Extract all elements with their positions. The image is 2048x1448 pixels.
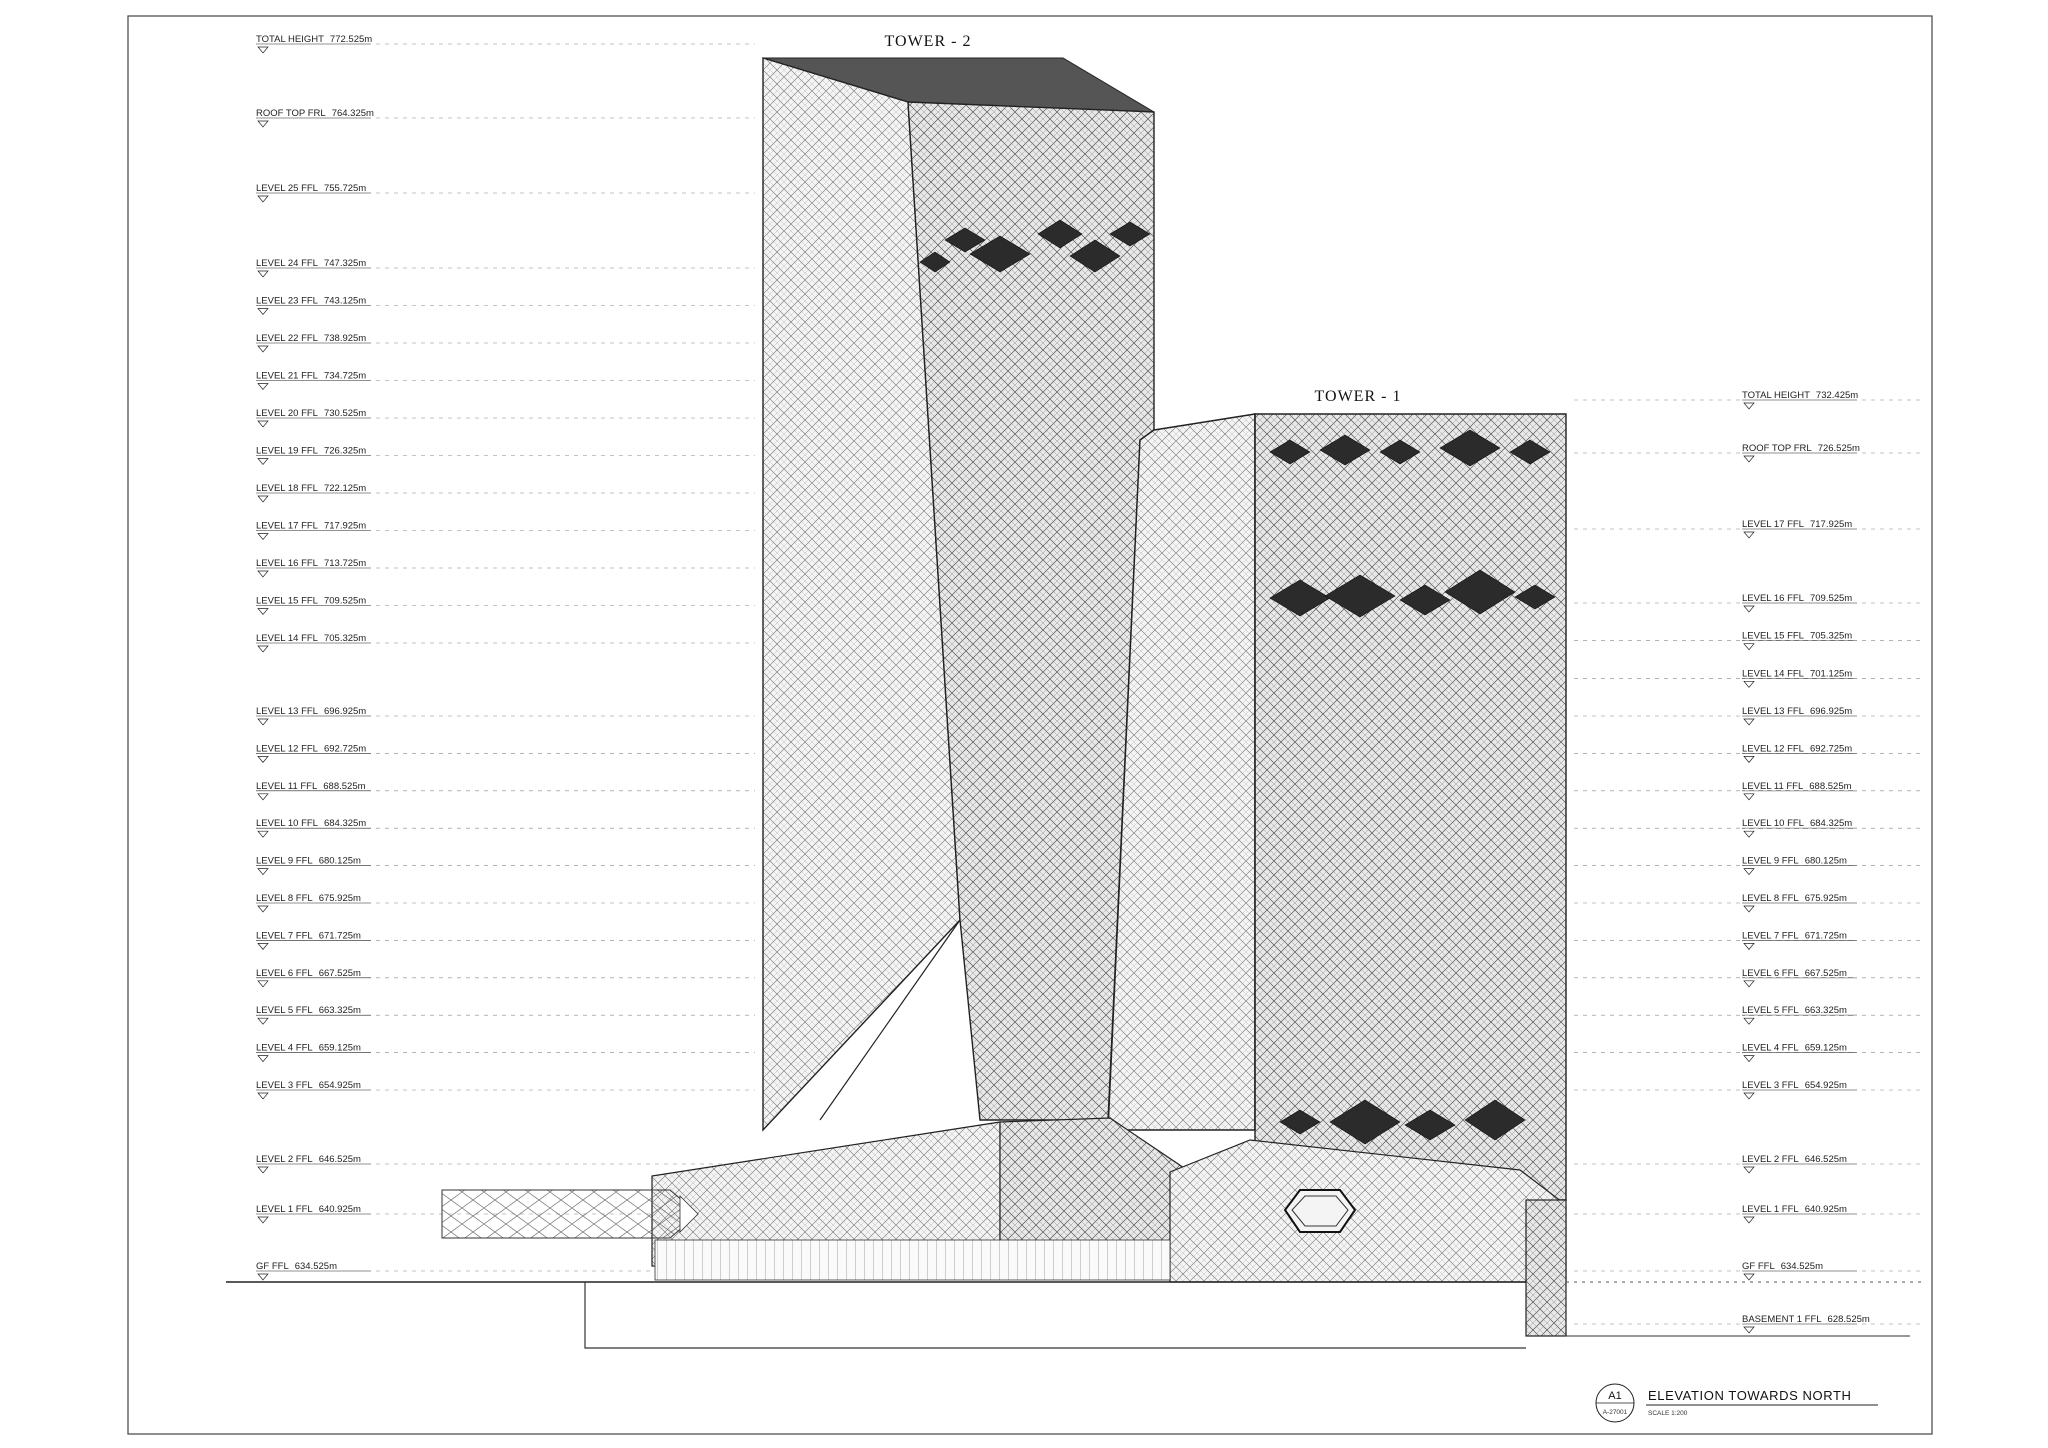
- level-datum-icon: [1744, 644, 1754, 650]
- level-datum-icon: [1744, 719, 1754, 725]
- level-name: LEVEL 11 FFL: [256, 780, 318, 792]
- level-elevation: 675.925m: [1804, 893, 1847, 904]
- right-level-label: [1742, 781, 1852, 792]
- left-level-marker: [256, 483, 755, 502]
- left-level-marker: [256, 818, 755, 837]
- level-elevation: 705.325m: [1809, 630, 1853, 642]
- level-name: LEVEL 3 FFL: [1742, 1080, 1799, 1091]
- left-level-marker: [256, 296, 755, 315]
- level-name: LEVEL 12 FFL: [256, 743, 318, 755]
- left-level-label: [256, 1204, 361, 1215]
- left-level-marker: [256, 1154, 755, 1173]
- level-elevation: 634.525m: [1780, 1261, 1823, 1272]
- level-name: LEVEL 15 FFL: [1742, 630, 1804, 642]
- right-level-marker: [1574, 743, 1922, 762]
- left-level-label: [256, 1005, 361, 1016]
- level-datum-icon: [258, 196, 268, 202]
- level-datum-icon: [1744, 1274, 1754, 1280]
- level-name: LEVEL 25 FFL: [256, 183, 318, 194]
- left-level-marker: [256, 521, 755, 540]
- left-level-label: [256, 893, 361, 904]
- tower-1-elevation: [1108, 414, 1566, 1200]
- level-elevation: 705.325m: [323, 633, 367, 644]
- level-datum-icon: [258, 609, 268, 615]
- level-name: LEVEL 20 FFL: [256, 408, 318, 419]
- left-level-label: [256, 108, 374, 119]
- level-datum-icon: [258, 1056, 268, 1062]
- level-datum-icon: [258, 981, 268, 987]
- right-level-marker: [1574, 1080, 1922, 1099]
- level-datum-icon: [258, 1093, 268, 1099]
- left-level-label: [256, 521, 366, 532]
- right-level-marker: [1574, 968, 1922, 987]
- level-elevation: 671.725m: [318, 930, 361, 942]
- level-elevation: 709.525m: [323, 595, 367, 607]
- level-elevation: 680.125m: [1804, 855, 1847, 867]
- level-datum-icon: [1744, 681, 1754, 687]
- level-name: LEVEL 6 FFL: [256, 967, 313, 979]
- right-level-label: [1742, 968, 1847, 979]
- level-elevation: 732.425m: [1815, 390, 1859, 401]
- right-level-marker: [1574, 443, 1922, 462]
- level-datum-icon: [258, 831, 268, 837]
- level-name: LEVEL 17 FFL: [256, 520, 318, 532]
- level-elevation: 764.325m: [331, 108, 374, 119]
- right-level-marker: [1574, 930, 1922, 949]
- level-datum-icon: [258, 534, 268, 540]
- level-datum-icon: [1744, 606, 1754, 612]
- level-datum-icon: [258, 1217, 268, 1223]
- level-datum-icon: [1744, 403, 1754, 409]
- level-name: LEVEL 22 FFL: [256, 333, 318, 344]
- level-elevation: 634.525m: [294, 1261, 337, 1272]
- level-elevation: 688.525m: [323, 780, 366, 792]
- tower-2-title: TOWER - 2: [884, 33, 972, 50]
- level-datum-icon: [1744, 794, 1754, 800]
- level-name: LEVEL 18 FFL: [256, 483, 318, 494]
- level-datum-icon: [258, 646, 268, 652]
- level-name: LEVEL 11 FFL: [1742, 780, 1804, 792]
- level-datum-icon: [258, 346, 268, 352]
- level-name: LEVEL 14 FFL: [1742, 668, 1804, 680]
- level-datum-icon: [1744, 1018, 1754, 1024]
- right-level-label: [1742, 1204, 1847, 1215]
- level-elevation: 738.925m: [323, 333, 367, 344]
- left-level-label: [256, 558, 366, 569]
- left-level-marker: [256, 1005, 755, 1024]
- left-level-marker: [256, 34, 755, 53]
- level-name: LEVEL 8 FFL: [1742, 893, 1799, 904]
- right-level-marker: [1574, 1204, 1922, 1223]
- left-level-label: [256, 483, 366, 494]
- left-level-marker: [256, 108, 755, 127]
- left-level-label: [256, 968, 361, 979]
- callout-sheet: A-27001: [1602, 1409, 1628, 1416]
- level-datum-icon: [258, 47, 268, 53]
- level-datum-icon: [258, 121, 268, 127]
- level-name: LEVEL 8 FFL: [256, 893, 313, 904]
- left-level-label: [256, 856, 361, 867]
- left-level-marker: [256, 371, 755, 390]
- right-level-marker: [1574, 856, 1922, 875]
- right-level-marker: [1574, 593, 1922, 612]
- level-name: LEVEL 10 FFL: [1742, 818, 1804, 830]
- left-level-label: [256, 1043, 361, 1054]
- level-elevation: 646.525m: [318, 1154, 361, 1165]
- drawing-scale: SCALE 1:200: [1648, 1410, 1688, 1417]
- right-level-label: [1742, 1005, 1847, 1016]
- level-name: LEVEL 3 FFL: [256, 1080, 313, 1091]
- level-datum-icon: [1744, 981, 1754, 987]
- level-datum-icon: [258, 571, 268, 577]
- left-level-label: [256, 633, 366, 644]
- level-datum-icon: [1744, 906, 1754, 912]
- left-level-marker: [256, 596, 755, 615]
- tower-1-title: TOWER - 1: [1314, 388, 1402, 405]
- right-level-label: [1742, 668, 1852, 679]
- level-elevation: 654.925m: [318, 1080, 361, 1091]
- left-level-label: [256, 596, 366, 607]
- basement-outline: [585, 1282, 1526, 1348]
- left-level-marker: [256, 1080, 755, 1099]
- level-datum-icon: [258, 1018, 268, 1024]
- level-name: ROOF TOP FRL: [1742, 443, 1812, 454]
- level-elevation: 692.725m: [1809, 743, 1853, 755]
- left-level-marker: [256, 408, 755, 427]
- level-datum-icon: [1744, 1327, 1754, 1333]
- level-name: TOTAL HEIGHT: [1742, 390, 1810, 401]
- level-name: LEVEL 6 FFL: [1742, 967, 1799, 979]
- right-level-marker: [1574, 1261, 1922, 1280]
- right-level-label: [1742, 1261, 1823, 1272]
- left-level-markers: [256, 34, 755, 1280]
- level-name: LEVEL 9 FFL: [1742, 855, 1799, 867]
- left-level-marker: [256, 856, 755, 875]
- level-name: LEVEL 21 FFL: [256, 370, 318, 382]
- level-name: GF FFL: [256, 1261, 289, 1272]
- left-level-marker: [256, 743, 755, 762]
- basement-core: [1526, 1200, 1566, 1336]
- level-name: LEVEL 9 FFL: [256, 855, 313, 867]
- right-level-label: [1742, 1154, 1847, 1165]
- left-level-marker: [256, 446, 755, 465]
- left-level-label: [256, 743, 366, 754]
- level-name: LEVEL 23 FFL: [256, 295, 318, 307]
- level-datum-icon: [1744, 456, 1754, 462]
- level-elevation: 680.125m: [318, 855, 361, 867]
- level-elevation: 628.525m: [1827, 1314, 1870, 1325]
- right-level-label: [1742, 1314, 1870, 1325]
- level-datum-icon: [1744, 1217, 1754, 1223]
- level-name: GF FFL: [1742, 1261, 1775, 1272]
- level-datum-icon: [258, 1274, 268, 1280]
- right-level-label: [1742, 593, 1852, 604]
- left-level-label: [256, 333, 366, 344]
- level-name: LEVEL 16 FFL: [256, 558, 318, 569]
- level-name: LEVEL 4 FFL: [256, 1042, 313, 1054]
- level-name: LEVEL 17 FFL: [1742, 519, 1804, 530]
- level-elevation: 667.525m: [318, 967, 361, 979]
- right-level-marker: [1574, 818, 1922, 837]
- right-level-label: [1742, 390, 1858, 401]
- left-level-marker: [256, 558, 755, 577]
- right-level-marker: [1574, 668, 1922, 687]
- level-elevation: 755.725m: [323, 183, 367, 194]
- level-name: LEVEL 12 FFL: [1742, 743, 1804, 755]
- right-level-marker: [1574, 631, 1922, 650]
- level-name: LEVEL 7 FFL: [1742, 930, 1799, 942]
- left-level-marker: [256, 968, 755, 987]
- right-level-marker: [1574, 1314, 1922, 1333]
- left-level-label: [256, 1080, 361, 1091]
- right-level-label: [1742, 443, 1860, 454]
- right-level-marker: [1574, 781, 1922, 800]
- sky-bridge: [442, 1190, 698, 1238]
- right-level-marker: [1574, 1005, 1922, 1024]
- level-elevation: 772.525m: [329, 34, 373, 45]
- level-name: LEVEL 10 FFL: [256, 818, 318, 830]
- level-elevation: 726.325m: [323, 445, 367, 457]
- level-datum-icon: [258, 794, 268, 800]
- level-name: LEVEL 19 FFL: [256, 445, 318, 457]
- level-datum-icon: [258, 384, 268, 390]
- right-level-label: [1742, 818, 1852, 829]
- level-elevation: 717.925m: [1809, 519, 1853, 530]
- right-level-marker: [1574, 706, 1922, 725]
- right-level-label: [1742, 706, 1852, 717]
- tower-1-facade-main: [1255, 414, 1566, 1200]
- right-level-marker: [1574, 1154, 1922, 1173]
- right-level-label: [1742, 1043, 1847, 1054]
- level-elevation: 684.325m: [323, 818, 367, 830]
- level-name: BASEMENT 1 FFL: [1742, 1314, 1822, 1325]
- level-name: LEVEL 5 FFL: [256, 1005, 313, 1017]
- level-datum-icon: [258, 1167, 268, 1173]
- right-level-label: [1742, 631, 1852, 642]
- level-elevation: 743.125m: [323, 295, 367, 307]
- level-name: LEVEL 16 FFL: [1742, 593, 1804, 604]
- level-datum-icon: [258, 756, 268, 762]
- left-level-label: [256, 446, 366, 457]
- level-name: LEVEL 13 FFL: [256, 706, 318, 717]
- level-elevation: 667.525m: [1804, 967, 1847, 979]
- level-elevation: 675.925m: [318, 893, 361, 904]
- level-name: LEVEL 15 FFL: [256, 595, 318, 607]
- podium-glazing: [655, 1240, 1170, 1280]
- left-level-marker: [256, 183, 755, 202]
- left-level-marker: [256, 333, 755, 352]
- level-elevation: 646.525m: [1804, 1154, 1847, 1165]
- left-level-marker: [256, 893, 755, 912]
- left-level-label: [256, 1154, 361, 1165]
- level-datum-icon: [1744, 831, 1754, 837]
- right-level-label: [1742, 519, 1852, 530]
- level-elevation: 640.925m: [318, 1204, 361, 1215]
- level-datum-icon: [258, 719, 268, 725]
- level-elevation: 654.925m: [1804, 1080, 1847, 1091]
- level-datum-icon: [258, 421, 268, 427]
- level-elevation: 663.325m: [1804, 1005, 1847, 1017]
- left-level-label: [256, 258, 366, 269]
- level-elevation: 659.125m: [318, 1042, 361, 1054]
- right-level-marker: [1574, 893, 1922, 912]
- left-level-marker: [256, 781, 755, 800]
- level-elevation: 717.925m: [323, 520, 367, 532]
- level-name: LEVEL 2 FFL: [256, 1154, 313, 1165]
- level-datum-icon: [1744, 943, 1754, 949]
- level-datum-icon: [258, 309, 268, 315]
- level-elevation: 671.725m: [1804, 930, 1847, 942]
- level-datum-icon: [1744, 1093, 1754, 1099]
- level-elevation: 663.325m: [318, 1005, 361, 1017]
- level-datum-icon: [1744, 1167, 1754, 1173]
- right-level-markers: [1574, 390, 1922, 1333]
- left-level-label: [256, 371, 366, 382]
- level-datum-icon: [258, 943, 268, 949]
- level-datum-icon: [1744, 869, 1754, 875]
- level-name: LEVEL 1 FFL: [1742, 1204, 1799, 1215]
- level-datum-icon: [258, 459, 268, 465]
- left-level-label: [256, 706, 366, 717]
- tower-2-elevation: [763, 58, 1154, 1130]
- level-name: TOTAL HEIGHT: [256, 34, 324, 45]
- level-elevation: 734.725m: [323, 370, 367, 382]
- level-datum-icon: [258, 496, 268, 502]
- right-level-marker: [1574, 519, 1922, 538]
- callout-id: A1: [1608, 1390, 1622, 1402]
- level-elevation: 747.325m: [323, 258, 367, 269]
- level-elevation: 722.125m: [323, 483, 367, 494]
- level-datum-icon: [1744, 756, 1754, 762]
- right-level-label: [1742, 1080, 1847, 1091]
- right-level-marker: [1574, 1043, 1922, 1062]
- left-level-label: [256, 408, 366, 419]
- right-level-label: [1742, 856, 1847, 867]
- level-name: LEVEL 7 FFL: [256, 930, 313, 942]
- level-datum-icon: [1744, 532, 1754, 538]
- level-elevation: 701.125m: [1809, 668, 1853, 680]
- drawing-title-block: [1596, 1384, 1878, 1422]
- level-elevation: 692.725m: [323, 743, 367, 755]
- left-level-marker: [256, 258, 755, 277]
- drawing-title: ELEVATION TOWARDS NORTH: [1648, 1388, 1852, 1403]
- left-level-label: [256, 930, 361, 941]
- left-level-marker: [256, 633, 755, 652]
- level-elevation: 688.525m: [1809, 780, 1852, 792]
- right-level-marker: [1574, 390, 1922, 409]
- level-name: LEVEL 1 FFL: [256, 1204, 313, 1215]
- level-elevation: 684.325m: [1809, 818, 1853, 830]
- level-elevation: 696.925m: [323, 706, 367, 717]
- left-level-label: [256, 818, 366, 829]
- level-elevation: 730.525m: [323, 408, 367, 419]
- level-name: LEVEL 13 FFL: [1742, 706, 1804, 717]
- level-elevation: 659.125m: [1804, 1042, 1847, 1054]
- left-level-label: [256, 781, 366, 792]
- left-level-marker: [256, 930, 755, 949]
- level-name: LEVEL 5 FFL: [1742, 1005, 1799, 1017]
- left-level-label: [256, 296, 366, 307]
- right-level-label: [1742, 743, 1852, 754]
- left-level-label: [256, 34, 372, 45]
- level-datum-icon: [258, 271, 268, 277]
- level-datum-icon: [258, 869, 268, 875]
- level-elevation: 713.725m: [323, 558, 367, 569]
- level-elevation: 709.525m: [1809, 593, 1853, 604]
- level-elevation: 640.925m: [1804, 1204, 1847, 1215]
- level-elevation: 726.525m: [1817, 443, 1860, 454]
- level-datum-icon: [258, 906, 268, 912]
- left-level-marker: [256, 1043, 755, 1062]
- level-datum-icon: [1744, 1056, 1754, 1062]
- right-level-label: [1742, 930, 1847, 941]
- level-name: LEVEL 14 FFL: [256, 633, 318, 644]
- level-name: LEVEL 24 FFL: [256, 258, 318, 269]
- level-name: LEVEL 2 FFL: [1742, 1154, 1799, 1165]
- left-level-label: [256, 1261, 337, 1272]
- right-level-label: [1742, 893, 1847, 904]
- left-level-label: [256, 183, 366, 194]
- level-elevation: 696.925m: [1809, 706, 1853, 717]
- left-level-marker: [256, 706, 755, 725]
- level-name: LEVEL 4 FFL: [1742, 1042, 1799, 1054]
- level-name: ROOF TOP FRL: [256, 108, 326, 119]
